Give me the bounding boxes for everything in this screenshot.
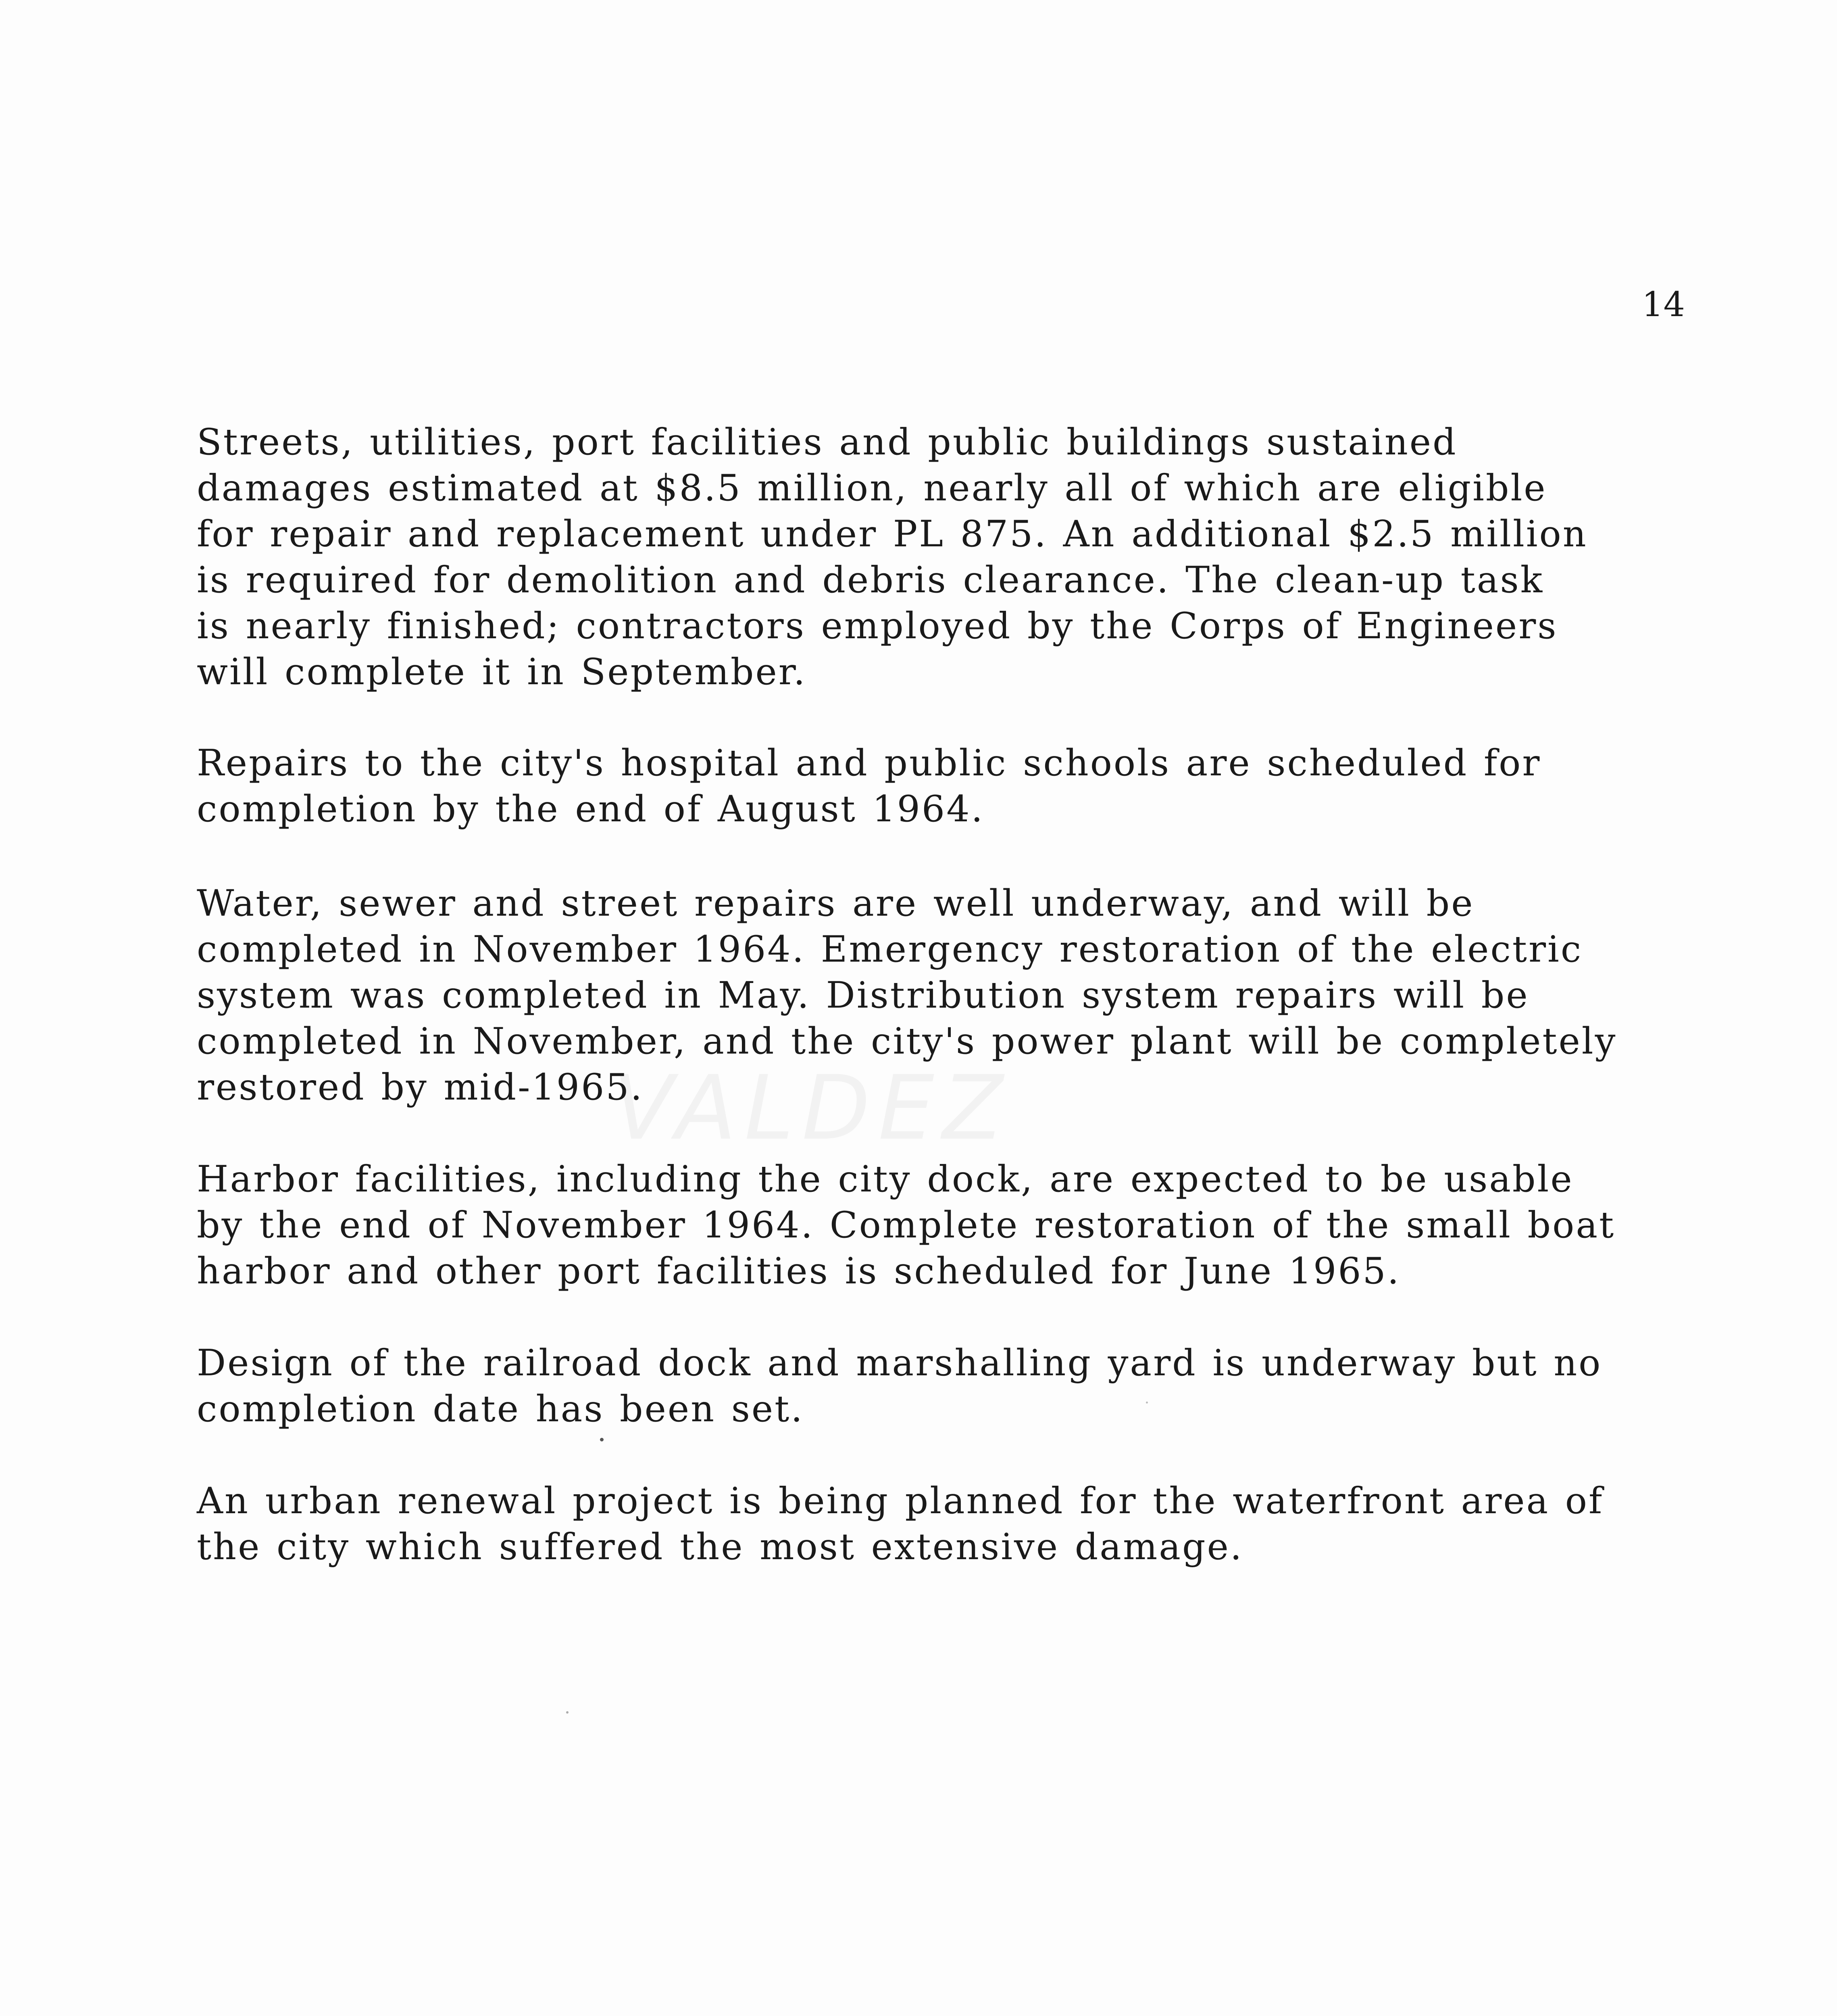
text-line: system was completed in May. Distribution system repairs will be (197, 974, 1529, 1016)
text-line: Repairs to the city's hospital and public schools are scheduled for (197, 742, 1541, 784)
paragraph-railroad (197, 1340, 1672, 1432)
text-line: completed in November, and the city's power plant will be completely (197, 1020, 1617, 1062)
text-line: the city which suffered the most extensive damage. (197, 1526, 1243, 1568)
paper-speck (566, 1711, 569, 1714)
text-line: completed in November 1964. Emergency restoration of the electric (197, 928, 1583, 971)
text-line: restored by mid-1965. (197, 1066, 644, 1108)
text-line: An urban renewal project is being planned for the waterfront area of (197, 1480, 1604, 1522)
text-line: Water, sewer and street repairs are well underway, and will be (197, 882, 1475, 925)
paragraph-hospital-schools (197, 740, 1672, 832)
text-line: is required for demolition and debris clearance. The clean-up task (197, 559, 1544, 601)
text-line: harbor and other port facilities is scheduled for June 1965. (197, 1250, 1401, 1292)
paper-speck (600, 1438, 604, 1441)
paper-speck (1146, 1402, 1148, 1404)
faint-watermark: VALDEZ (613, 1056, 1011, 1160)
paragraph-harbor (197, 1156, 1672, 1294)
text-line: completion by the end of August 1964. (197, 788, 985, 830)
text-line: by the end of November 1964. Complete restoration of the small boat (197, 1204, 1616, 1246)
text-line: is nearly finished; contractors employed by the Corps of Engineers (197, 605, 1558, 647)
paragraph-utilities (197, 881, 1672, 1110)
text-line: completion date has been set. (197, 1388, 804, 1430)
text-line: damages estimated at $8.5 million, nearly all of which are eligible (197, 467, 1547, 509)
text-line: Harbor facilities, including the city dock, are expected to be usable (197, 1158, 1574, 1200)
text-line: for repair and replacement under PL 875. An additional $2.5 million (197, 513, 1588, 555)
page-number: 14 (1642, 285, 1685, 324)
paragraph-damages (197, 419, 1672, 695)
text-line: will complete it in September. (197, 651, 807, 693)
paragraph-urban-renewal (197, 1478, 1672, 1570)
text-line: Design of the railroad dock and marshalling yard is underway but no (197, 1342, 1602, 1384)
text-line: Streets, utilities, port facilities and public buildings sustained (197, 421, 1458, 463)
